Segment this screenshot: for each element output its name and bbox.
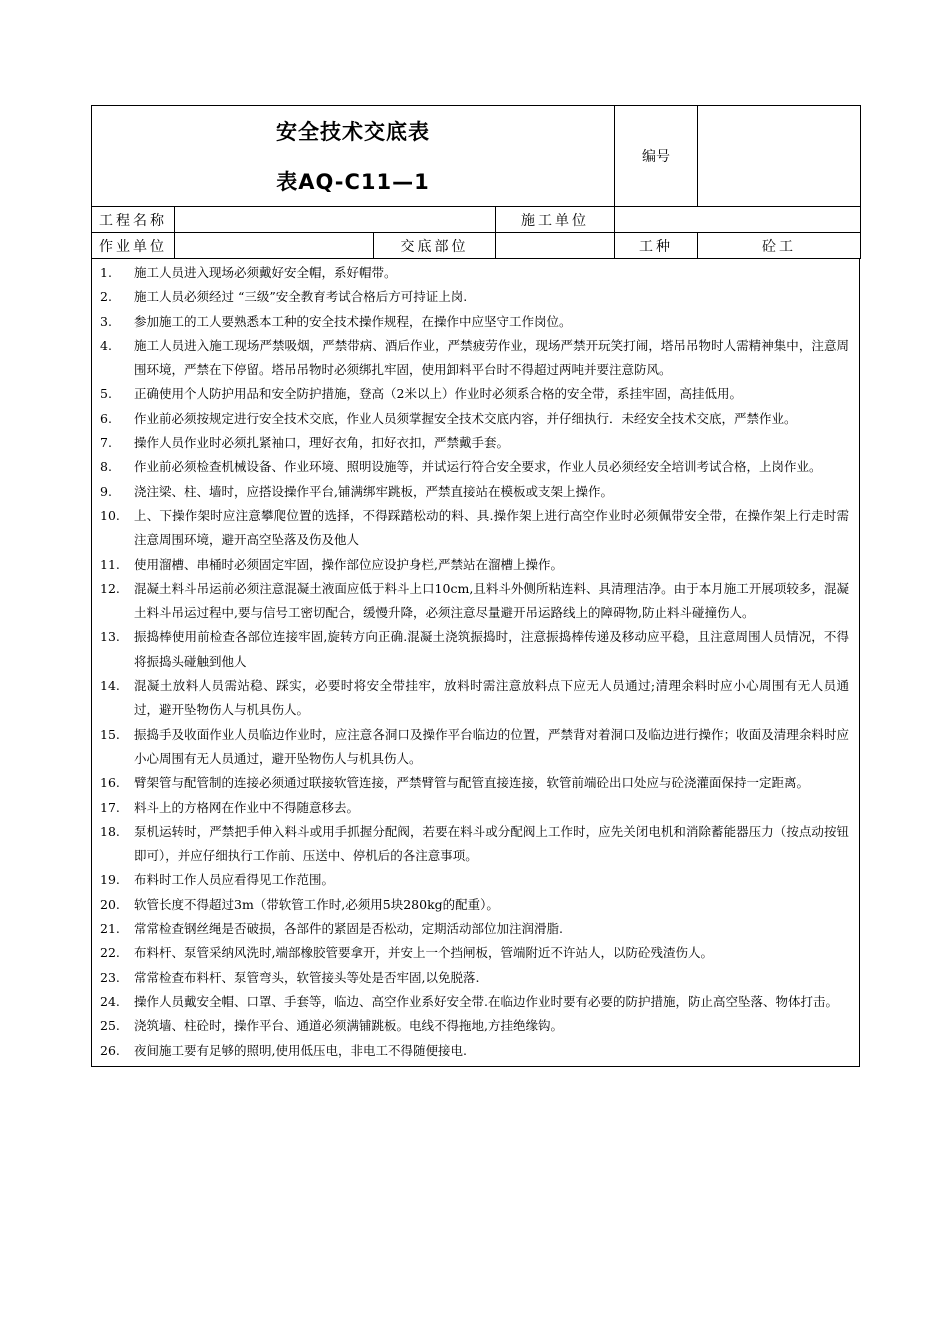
item-number: 4. <box>100 337 112 353</box>
item-text: 常常检查布料杆、泵管弯头，软管接头等处是否牢固,以免脱落. <box>134 969 480 985</box>
item-text: 混凝土料斗吊运前必须注意混凝土液面应低于料斗上口10cm,且料斗外侧所粘连料、具清理洁净。由于本月施工开展项较多，混凝土料斗吊运过程中,要与信号工密切配合，缓慢升降，必须注意尽量避开吊运路线上的障碍物,防止料斗碰撞伤人。 <box>134 580 849 621</box>
item-number: 11. <box>100 556 120 572</box>
list-item <box>92 917 849 941</box>
item-number: 25. <box>100 1018 120 1034</box>
disclosure-part-value <box>496 233 615 259</box>
work-unit-label: 作业单位 <box>92 233 175 259</box>
item-text: 臂架管与配管制的连接必须通过联接软管连接，严禁臂管与配管直接连接，软管前端砼出口处应与砼浇灌面保持一定距离。 <box>134 775 810 791</box>
list-item <box>92 1014 849 1038</box>
item-number: 5. <box>100 386 112 402</box>
list-item <box>92 261 849 285</box>
list-item <box>92 674 849 723</box>
disclosure-part-label: 交底部位 <box>374 233 496 259</box>
list-item <box>92 868 849 892</box>
list-item <box>92 334 849 383</box>
item-text: 夜间施工要有足够的照明,使用低压电，非电工不得随便接电. <box>134 1042 467 1058</box>
item-number: 23. <box>100 969 120 985</box>
item-text: 施工人员进入施工现场严禁吸烟，严禁带病、酒后作业，严禁疲劳作业，现场严禁开玩笑打闹，塔吊吊物时人需精神集中，注意周围环境，严禁在下停留。塔吊吊物时必须绑扎牢固，使用卸料平台时不得超过两吨并要注意防风。 <box>134 337 849 378</box>
item-number: 3. <box>100 313 112 329</box>
form-title: 安全技术交底表 <box>276 120 430 144</box>
item-text: 施工人员进入现场必须戴好安全帽，系好帽带。 <box>134 265 397 280</box>
item-text: 常常检查钢丝绳是否破损，各部件的紧固是否松动，定期活动部位加注润滑脂. <box>134 921 563 937</box>
safety-items-list <box>91 259 860 1067</box>
item-text: 操作人员戴安全帽、口罩、手套等，临边、高空作业系好安全带.在临边作业时要有必要的防护措施，防止高空坠落、物体打击。 <box>134 993 838 1009</box>
item-number: 26. <box>100 1042 120 1058</box>
item-text: 振捣手及收面作业人员临边作业时，应注意各洞口及操作平台临边的位置，严禁背对着洞口及临边进行操作；收面及清理余料时应小心周围有无人员通过，避开坠物伤人与机具伤人。 <box>134 726 849 766</box>
item-number: 1. <box>100 265 112 280</box>
item-number: 15. <box>100 726 120 742</box>
item-number: 2. <box>100 289 112 305</box>
item-number: 13. <box>100 629 120 645</box>
item-number: 20. <box>100 896 120 912</box>
item-number: 17. <box>100 799 120 815</box>
item-text: 泵机运转时，严禁把手伸入料斗或用手抓握分配阀，若要在料斗或分配阀上工作时，应先关闭电机和消除蓄能器压力（按点动按钮即可），并应仔细执行工作前、压送中、停机后的各注意事项。 <box>134 823 849 864</box>
work-type-value: 砼工 <box>698 233 861 259</box>
construction-unit-label: 施工单位 <box>496 207 615 233</box>
item-number: 12. <box>100 580 120 596</box>
item-number: 21. <box>100 921 120 937</box>
item-text: 上、下操作架时应注意攀爬位置的选择，不得踩踏松动的料、具.操作架上进行高空作业时必须佩带安全带，在操作架上行走时需注意周围环境，避开高空坠落及伤及他人 <box>134 507 849 548</box>
item-text: 参加施工的工人要熟悉本工种的安全技术操作规程，在操作中应坚守工作岗位。 <box>134 313 572 329</box>
item-text: 操作人员作业时必须扎紧袖口，理好衣角，扣好衣扣，严禁戴手套。 <box>134 435 510 451</box>
construction-unit-value <box>615 207 861 233</box>
item-number: 10. <box>100 507 120 523</box>
item-text: 软管长度不得超过3m（带软管工作时,必须用5块280kg的配重）。 <box>134 896 499 912</box>
item-number: 7. <box>100 435 112 451</box>
list-item <box>92 941 849 965</box>
title-cell <box>92 106 615 207</box>
item-text: 正确使用个人防护用品和安全防护措施，登高（2米以上）作业时必须系合格的安全带，系挂牢固，高挂低用。 <box>134 386 742 402</box>
list-item <box>92 893 849 917</box>
safety-disclosure-form <box>91 105 860 1067</box>
item-text: 料斗上的方格网在作业中不得随意移去。 <box>134 799 360 815</box>
item-text: 使用溜槽、串桶时必须固定牢固，操作部位应设护身栏,严禁站在溜槽上操作。 <box>134 556 563 572</box>
list-item <box>92 723 849 772</box>
item-number: 8. <box>100 459 112 475</box>
work-unit-value <box>175 233 374 259</box>
item-text: 浇筑墙、柱砼时，操作平台、通道必须满铺跳板。电线不得拖地,方挂绝缘钩。 <box>134 1018 563 1034</box>
item-text: 浇注梁、柱、墙时，应搭设操作平台,铺满绑牢跳板，严禁直接站在模板或支架上操作。 <box>134 483 613 499</box>
number-label: 编号 <box>615 106 698 207</box>
list-item <box>92 504 849 553</box>
item-text: 布料杆、泵管采纳风洗时,端部橡胶管要拿开，并安上一个挡闸板，管端附近不许站人，以防砼残渣伤人。 <box>134 945 713 961</box>
list-item <box>92 431 849 455</box>
work-type-label: 工种 <box>615 233 698 259</box>
list-item <box>92 407 849 431</box>
list-item <box>92 820 849 869</box>
list-item <box>92 771 849 795</box>
item-number: 6. <box>100 410 112 426</box>
list-item <box>92 285 849 309</box>
item-text: 作业前必须按规定进行安全技术交底，作业人员须掌握安全技术交底内容，并仔细执行．未经安全技术交底，严禁作业。 <box>134 410 797 426</box>
list-item <box>92 990 849 1014</box>
number-value <box>698 106 861 207</box>
list-item <box>92 577 849 626</box>
item-number: 22. <box>100 945 120 961</box>
item-text: 作业前必须检查机械设备、作业环境、照明设施等，并试运行符合安全要求，作业人员必须经安全培训考试合格，上岗作业。 <box>134 459 822 475</box>
item-number: 24. <box>100 993 120 1009</box>
list-item <box>92 1039 849 1063</box>
item-text: 振捣棒使用前检查各部位连接牢固,旋转方向正确.混凝土浇筑振捣时，注意振捣棒传递及移动应平稳，且注意周围人员情况，不得将振捣头碰触到他人 <box>134 629 849 669</box>
item-number: 9. <box>100 483 112 499</box>
item-text: 布料时工作人员应看得见工作范围。 <box>134 872 335 888</box>
item-text: 混凝土放料人员需站稳、踩实，必要时将安全带挂牢，放料时需注意放料点下应无人员通过;清理余料时应小心周围有无人员通过，避开坠物伤人与机具伤人。 <box>134 678 849 718</box>
item-text: 施工人员必须经过 “三级”安全教育考试合格后方可持证上岗. <box>134 289 468 305</box>
list-item <box>92 966 849 990</box>
form-code: 表AQ-C11—1 <box>276 170 430 194</box>
project-name-value <box>175 207 496 233</box>
list-item <box>92 553 849 577</box>
item-number: 14. <box>100 678 120 694</box>
item-number: 19. <box>100 872 120 888</box>
item-number: 18. <box>100 823 120 839</box>
list-item <box>92 310 849 334</box>
list-item <box>92 796 849 820</box>
project-name-label: 工程名称 <box>92 207 175 233</box>
list-item <box>92 382 849 406</box>
list-item <box>92 480 849 504</box>
list-item <box>92 625 849 674</box>
list-item <box>92 455 849 479</box>
form-header-table <box>91 105 861 259</box>
item-number: 16. <box>100 775 120 791</box>
